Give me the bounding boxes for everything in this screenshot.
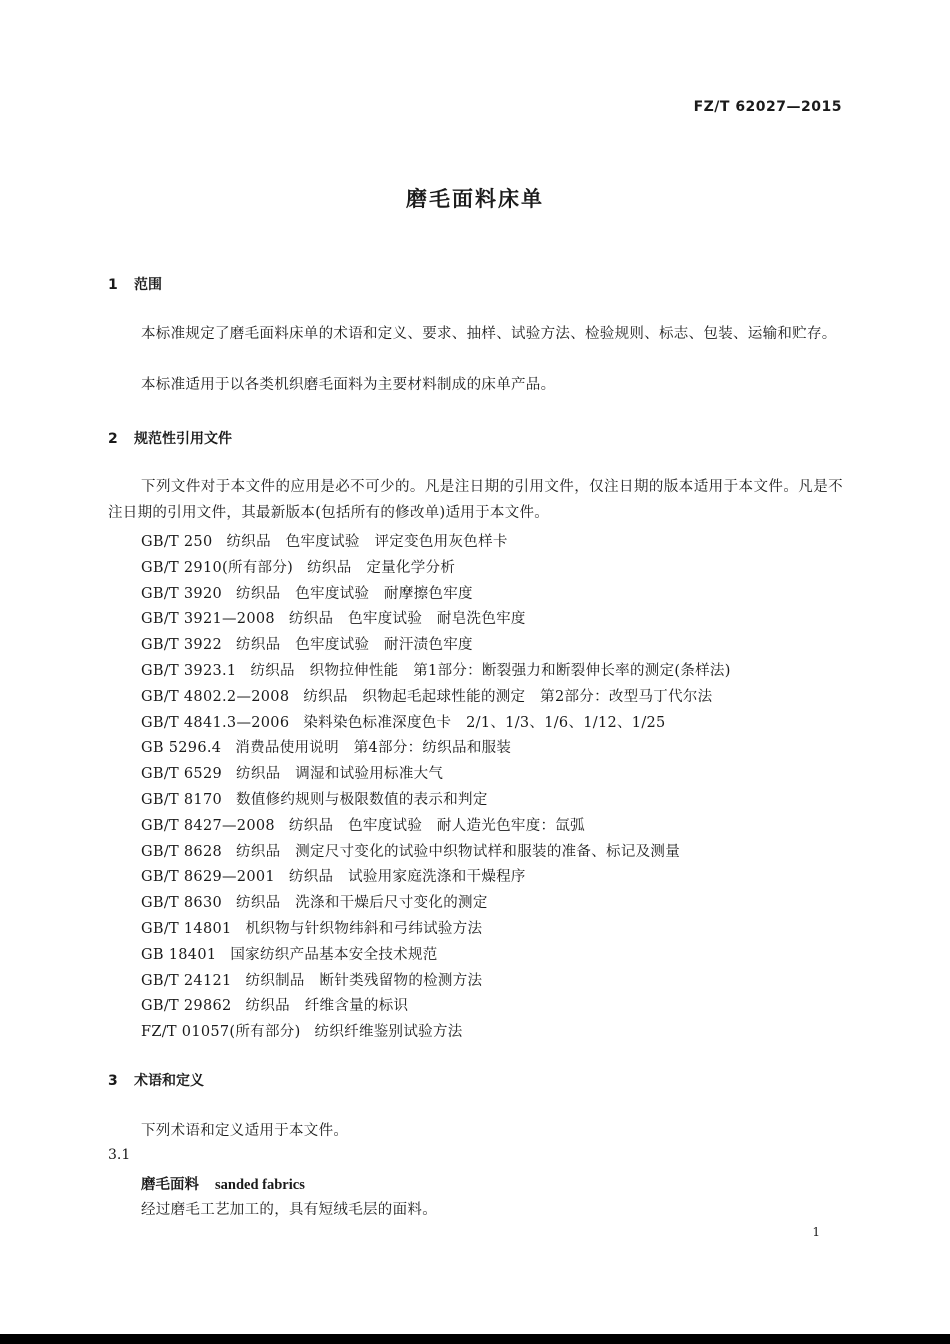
page-number: 1 (812, 1225, 820, 1239)
reference-item (141, 840, 680, 861)
term-english: sanded fabrics (215, 1177, 305, 1193)
reference-code: GB/T 8427—2008 (141, 817, 275, 834)
document-title: 磨毛面料床单 (406, 187, 544, 211)
reference-title: 纺织品 色牢度试验 评定变色用灰色样卡 (226, 534, 508, 550)
section-1-heading (108, 274, 162, 294)
section-1-paragraph-2: 本标准适用于以各类机织磨毛面料为主要材料制成的床单产品。 (141, 377, 556, 393)
reference-item (141, 917, 482, 938)
reference-code: GB/T 3922 (141, 637, 223, 654)
reference-title: 数值修约规则与极限数值的表示和判定 (236, 792, 488, 808)
reference-code: GB/T 24121 (141, 972, 232, 989)
reference-title: 纺织品 织物起毛起球性能的测定 第2部分：改型马丁代尔法 (303, 688, 713, 705)
section-3-heading (108, 1070, 204, 1090)
reference-title: 纺织品 调湿和试验用标准大气 (236, 766, 444, 783)
reference-code: GB/T 250 (141, 534, 213, 550)
reference-code: GB/T 4802.2—2008 (141, 688, 290, 705)
reference-item (141, 711, 666, 732)
reference-title: 纺织品 织物拉伸性能 第1部分：断裂强力和断裂伸长率的测定(条样法) (250, 663, 731, 679)
reference-title: 纺织品 色牢度试验 耐皂洗色牢度 (288, 611, 526, 628)
reference-title: 纺织品 色牢度试验 耐汗渍色牢度 (236, 637, 473, 654)
reference-title: 染料染色标准深度色卡 2/1、1/3、1/6、1/12、1/25 (303, 714, 666, 731)
reference-title: 消费品使用说明 第4部分：纺织品和服装 (235, 740, 512, 757)
section-title: 范围 (134, 277, 162, 293)
section-3-paragraph-1: 下列术语和定义适用于本文件。 (141, 1123, 349, 1139)
reference-code: GB/T 2910(所有部分) (141, 559, 294, 576)
reference-code: GB 5296.4 (141, 740, 222, 757)
reference-item (141, 582, 473, 603)
reference-item (141, 814, 585, 835)
reference-item (141, 943, 438, 964)
reference-code: GB/T 8630 (141, 895, 223, 912)
reference-title: 纺织品 洗涤和干燥后尺寸变化的测定 (236, 895, 488, 912)
reference-title: 国家纺织产品基本安全技术规范 (230, 946, 438, 963)
subclause-number: 3.1 (108, 1147, 131, 1163)
reference-title: 纺织品 色牢度试验 耐摩擦色牢度 (236, 585, 473, 602)
section-number: 1 (108, 277, 118, 293)
reference-item (141, 556, 455, 577)
section-title: 术语和定义 (134, 1073, 204, 1089)
reference-code: FZ/T 01057(所有部分) (141, 1024, 301, 1041)
reference-item (141, 891, 488, 912)
reference-item (141, 865, 526, 886)
reference-title: 纺织纤维鉴别试验方法 (314, 1024, 463, 1041)
reference-code: GB/T 8629—2001 (141, 869, 275, 886)
reference-item (141, 788, 488, 809)
reference-item (141, 633, 473, 654)
reference-code: GB/T 8170 (141, 792, 223, 808)
reference-code: GB/T 3920 (141, 585, 223, 602)
section-2-paragraph-1: 下列文件对于本文件的应用是必不可少的。凡是注日期的引用文件，仅注日期的版本适用于本文件。凡是不注日期的引用文件，其最新版本(包括所有的修改单)适用于本文件。 (108, 479, 843, 521)
section-number: 2 (108, 431, 118, 447)
reference-item (141, 994, 408, 1015)
reference-item (141, 736, 511, 757)
standard-number: FZ/T 62027—2015 (693, 99, 842, 115)
reference-title: 纺织品 纤维含量的标识 (245, 998, 409, 1015)
reference-code: GB/T 6529 (141, 766, 223, 783)
term-chinese: 磨毛面料 (141, 1176, 199, 1193)
reference-item (141, 530, 508, 551)
bottom-edge-bar (0, 1334, 950, 1344)
reference-code: GB/T 14801 (141, 921, 232, 937)
reference-item (141, 685, 712, 706)
reference-title: 纺织品 试验用家庭洗涤和干燥程序 (288, 869, 526, 886)
reference-item (141, 659, 731, 680)
reference-code: GB/T 29862 (141, 998, 232, 1015)
reference-title: 纺织制品 断针类残留物的检测方法 (245, 972, 483, 989)
section-title: 规范性引用文件 (134, 431, 232, 447)
reference-item (141, 762, 443, 783)
term-entry (141, 1173, 305, 1194)
reference-code: GB 18401 (141, 946, 217, 963)
reference-code: GB/T 3921—2008 (141, 611, 275, 628)
section-number: 3 (108, 1073, 118, 1089)
reference-code: GB/T 8628 (141, 843, 223, 860)
reference-title: 纺织品 定量化学分析 (307, 559, 456, 576)
reference-title: 纺织品 色牢度试验 耐人造光色牢度：氙弧 (288, 817, 585, 834)
reference-title: 纺织品 测定尺寸变化的试验中织物试样和服装的准备、标记及测量 (236, 843, 681, 860)
reference-code: GB/T 4841.3—2006 (141, 714, 290, 731)
reference-item (141, 969, 482, 990)
section-1-paragraph-1: 本标准规定了磨毛面料床单的术语和定义、要求、抽样、试验方法、检验规则、标志、包装、运输和贮存。 (141, 326, 837, 342)
section-2-heading (108, 428, 232, 448)
reference-code: GB/T 3923.1 (141, 663, 237, 679)
term-definition: 经过磨毛工艺加工的，具有短绒毛层的面料。 (141, 1202, 437, 1218)
reference-item (141, 607, 526, 628)
reference-item (141, 1020, 463, 1041)
reference-title: 机织物与针织物纬斜和弓纬试验方法 (245, 921, 483, 937)
